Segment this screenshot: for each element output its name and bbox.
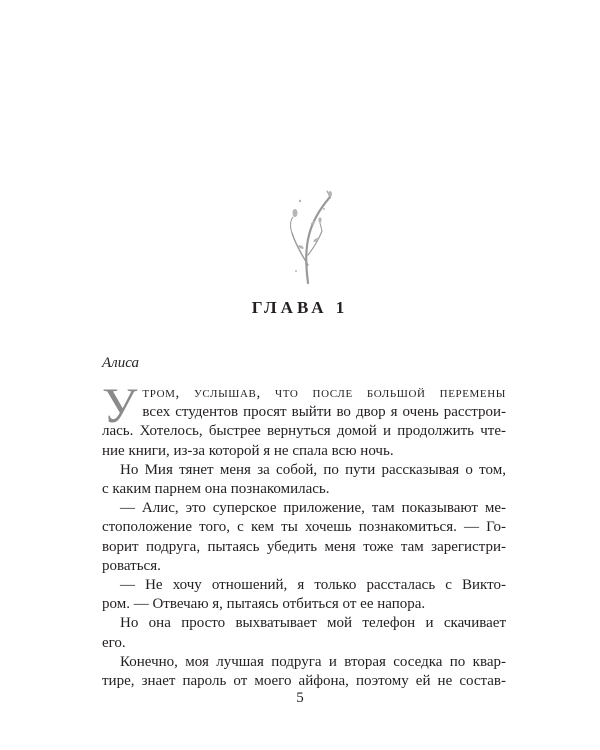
text-line: ворит подруга, пытаясь убедить меня тоже там зарегистри- bbox=[102, 538, 506, 555]
text-line: ром. — Отвечаю я, пытаясь отбиться от ее напора. bbox=[102, 596, 426, 613]
text-line: лась. Хотелось, быстрее вернуться домой и продолжить чте- bbox=[102, 423, 506, 440]
text-line: стоположение того, с кем ты хочешь познакомиться. — Го- bbox=[102, 519, 506, 536]
text-line: роваться. bbox=[102, 557, 161, 574]
chapter-pov-name: Алиса bbox=[102, 355, 139, 371]
flower-ornament bbox=[272, 185, 342, 285]
chapter-text bbox=[102, 377, 506, 691]
text-line: Но она просто выхватывает мой телефон и скачивает bbox=[120, 615, 506, 632]
text-line: его. bbox=[102, 634, 126, 651]
chapter-title: ГЛАВА 1 bbox=[251, 298, 349, 317]
text-line: — Не хочу отношений, я только рассталась с Викто- bbox=[120, 577, 506, 594]
page-number: 5 bbox=[296, 690, 304, 706]
text-line: ние книги, из-за которой я не спала всю ночь. bbox=[102, 442, 394, 459]
text-line: Но Мия тянет меня за собой, по пути рассказывая о том, bbox=[120, 461, 506, 478]
text-line: тире, знает пароль от моего айфона, поэтому ей не состав- bbox=[102, 673, 506, 690]
text-line: — Алис, это суперское приложение, там показывают ме- bbox=[120, 500, 506, 517]
dropcap: У bbox=[102, 377, 138, 433]
text-line: Конечно, моя лучшая подруга и вторая соседка по квар- bbox=[120, 653, 506, 670]
text-line: всех студентов просят выйти во двор я очень расстрои- bbox=[142, 404, 506, 421]
text-line: с каким парнем она познакомилась. bbox=[102, 481, 330, 498]
text-line: тром, услышав, что после большой перемены bbox=[142, 385, 506, 401]
